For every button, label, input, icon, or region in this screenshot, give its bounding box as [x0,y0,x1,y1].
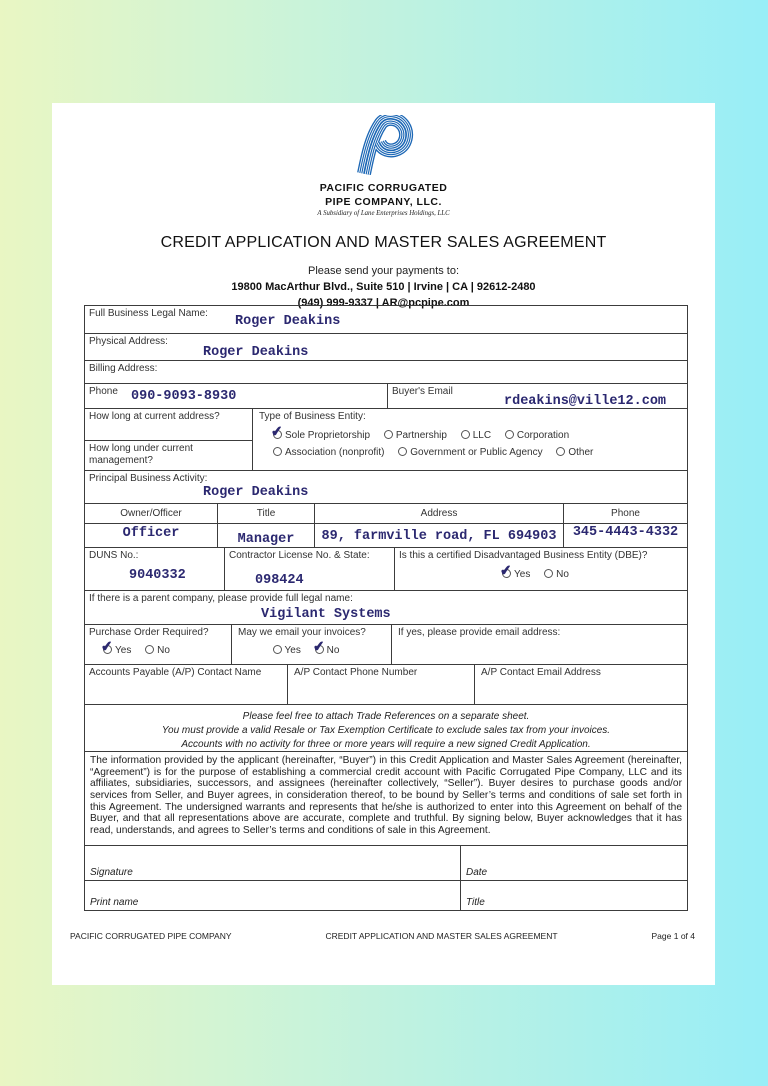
document-header [52,103,715,309]
invoice-email-label: If yes, please provide email address: [398,627,561,638]
po-required-cell [85,625,231,664]
radio-icon [544,569,553,578]
entity-option-label: Association (nonprofit) [285,447,385,458]
checkmark-icon: ✔ [270,422,284,440]
dbe-label: Is this a certified Disadvantaged Business Entity (DBE)? [399,550,648,561]
no-label: No [556,569,569,580]
owner-name-cell [85,524,217,547]
brand-name-line2: PIPE COMPANY, LLC. [325,195,442,208]
full-business-legal-name-cell [85,306,687,333]
radio-icon [556,447,565,456]
invoice-email-cell [391,625,687,664]
billing-address-cell [85,361,687,383]
brand-name-line1: PACIFIC CORRUGATED [319,182,448,194]
brand-name [52,182,715,209]
howlong-column [85,409,252,470]
parent-company-field[interactable]: Vigilant Systems [261,607,391,622]
radio-icon [145,645,154,654]
physical-address-field[interactable]: Roger Deakins [203,345,309,360]
entity-options-row2 [273,447,604,458]
row-owner-header [85,503,687,523]
principal-activity-label: Principal Business Activity: [89,473,208,484]
no-label: No [326,645,340,656]
radio-icon [384,430,393,439]
checkmark-icon: ✔ [499,561,513,579]
contractor-license-label: Contractor License No. & State: [229,550,370,561]
title-field-cell[interactable] [460,881,687,910]
entity-option-corporation[interactable] [505,430,569,441]
phone-cell [85,384,387,408]
date-cell[interactable] [460,846,687,880]
po-required-options [100,637,181,656]
entity-option-sole-proprietorship[interactable] [270,422,371,441]
note-trade-references: Please feel free to attach Trade References on a separate sheet. [242,711,530,722]
payments-contact: (949) 999-9337 | AR@pcpipe.com [297,297,470,310]
owner-title-field[interactable]: Manager [237,532,295,547]
phone-label: Phone [89,386,118,397]
owner-address-cell [314,524,563,547]
parent-company-label: If there is a parent company, please provide full legal name: [89,593,353,604]
row-principal-activity [85,470,687,503]
row-po-invoices [85,624,687,664]
print-name-label: Print name [90,897,139,908]
duns-field[interactable]: 9040332 [129,568,186,583]
title-field-label: Title [466,897,485,908]
owner-header-owner: Owner/Officer [120,508,182,519]
principal-activity-cell [85,471,687,503]
entity-option-label: Other [568,447,594,458]
dbe-options [395,561,687,580]
radio-icon [273,645,282,654]
entity-option-label: Government or Public Agency [410,447,543,458]
duns-cell [85,548,224,590]
full-business-legal-name-field[interactable]: Roger Deakins [235,314,341,329]
row-printname-title [85,880,687,910]
email-invoices-no-option[interactable] [311,637,340,656]
dbe-yes-option[interactable] [499,561,531,580]
row-notes [85,704,687,751]
document-page [52,103,715,985]
principal-activity-field[interactable]: Roger Deakins [203,485,309,500]
entity-option-government[interactable] [398,447,542,458]
buyers-email-field[interactable]: rdeakins@ville12.com [504,394,667,409]
owner-phone-field[interactable]: 345-4443-4332 [572,525,679,540]
dbe-cell [394,548,687,590]
ap-name-cell [85,665,287,704]
radio-icon [273,447,282,456]
entity-option-llc[interactable] [461,430,491,441]
entity-option-association[interactable] [273,447,385,458]
radio-icon [505,430,514,439]
physical-address-cell [85,334,687,360]
row-billing-address [85,360,687,383]
row-howlong-entity [85,408,687,470]
agreement-text: The information provided by the applicant (hereinafter, “Buyer”) in this Credit Application and Master Sales Agreement (hereinafter, “Agreement”) is for the purpose of establishing a commercial credit account with Pacific Corrugated Pipe Company, LLC and its affiliates, subsidiaries, successors, and assignees (hereinafter collectively, “Seller”). Buyer desires to purchase goods and/or services from Seller, and Buyer agrees, in consideration thereof, to be bound by Seller’s terms and conditions of sale set forth in this Agreement. The undersigned warrants and represents that he/she is authorized to enter into this Agreement on behalf of the Buyer, and that all representations above are accurate, complete and truthful. By signing below, Buyer acknowledges that it has read, understands, and agrees to Seller’s terms and conditions of sale in this Agreement. [90,755,682,837]
ap-phone-cell [287,665,474,704]
email-invoices-cell [231,625,391,664]
ap-phone-label: A/P Contact Phone Number [294,667,418,678]
business-entity-cell [252,409,687,470]
agreement-cell [85,752,687,845]
footer-doc-title: CREDIT APPLICATION AND MASTER SALES AGREEMENT [325,931,558,941]
row-parent-company [85,590,687,624]
entity-option-other[interactable] [556,447,593,458]
entity-option-label: Partnership [395,430,447,441]
dbe-no-option[interactable] [544,569,569,580]
brand-subsidiary: A Subsidiary of Lane Enterprises Holdings, LLC [317,210,450,218]
contractor-license-field[interactable]: 098424 [255,573,304,588]
po-required-label: Purchase Order Required? [89,627,209,638]
row-phone-email [85,383,687,408]
phone-field[interactable]: 090-9093-8930 [131,389,237,404]
contractor-license-cell [224,548,394,590]
checkmark-icon: ✔ [311,637,326,655]
print-name-cell[interactable] [85,881,460,910]
po-no-option[interactable] [145,645,170,656]
ap-email-cell [474,665,687,704]
row-agreement [85,751,687,845]
row-ap-contact [85,664,687,704]
footer-company: PACIFIC CORRUGATED PIPE COMPANY [70,931,232,941]
entity-options-row1 [270,422,580,441]
howlong-address-label: How long at current address? [89,411,220,422]
entity-option-label: Corporation [516,430,570,441]
duns-label: DUNS No.: [89,550,139,561]
yes-label: Yes [115,645,132,656]
full-business-legal-name-label: Full Business Legal Name: [89,308,208,319]
notes-cell [85,705,687,751]
payments-intro: Please send your payments to: [307,265,460,278]
owner-header-phone: Phone [563,504,687,523]
checkmark-icon: ✔ [100,637,114,655]
howlong-address-cell [85,409,252,440]
page-footer [70,931,695,941]
billing-address-label: Billing Address: [89,363,158,374]
note-resale-certificate: You must provide a valid Resale or Tax Exemption Certificate to exclude sales tax from your invoices. [161,725,611,737]
buyers-email-cell [387,384,687,408]
credit-application-form [84,305,688,911]
note-inactive-accounts: Accounts with no activity for three or more years will require a new signed Credit Application. [181,739,591,751]
no-label: No [157,645,170,656]
row-owner-data [85,523,687,547]
pipe-p-logo-icon [348,115,420,175]
business-entity-label: Type of Business Entity: [259,411,366,422]
entity-option-partnership[interactable] [384,430,447,441]
payments-address: 19800 MacArthur Blvd., Suite 510 | Irvine | CA | 92612-2480 [231,281,536,294]
owner-header-address: Address [314,504,563,523]
physical-address-label: Physical Address: [89,336,168,347]
buyers-email-label: Buyer's Email [392,386,453,397]
parent-company-cell [85,591,687,624]
email-invoices-yes-option[interactable] [273,645,301,656]
footer-page-number: Page 1 of 4 [651,931,695,941]
entity-option-label: Sole Proprietorship [285,430,371,441]
signature-label: Signature [90,867,133,878]
owner-phone-cell [563,524,687,547]
owner-title-cell [217,524,314,547]
email-invoices-label: May we email your invoices? [238,627,366,638]
ap-email-label: A/P Contact Email Address [481,667,601,678]
row-full-business-legal-name [85,306,687,333]
date-label: Date [466,867,488,878]
yes-label: Yes [284,645,301,656]
howlong-management-label: How long under current management? [89,443,193,466]
radio-icon [461,430,470,439]
row-duns-license-dbe [85,547,687,590]
yes-label: Yes [514,569,531,580]
howlong-management-cell [85,440,252,471]
owner-name-field[interactable]: Officer [122,526,180,541]
owner-address-field[interactable]: 89, farmville road, FL 694903 [321,529,557,544]
po-yes-option[interactable] [100,637,132,656]
page-title: CREDIT APPLICATION AND MASTER SALES AGREEMENT [160,234,607,252]
email-invoices-options [232,637,391,656]
ap-name-label: Accounts Payable (A/P) Contact Name [89,667,262,678]
row-signature-date [85,845,687,880]
signature-cell[interactable] [85,846,460,880]
radio-icon [398,447,407,456]
entity-option-label: LLC [472,430,492,441]
owner-header-title: Title [217,504,314,523]
row-physical-address [85,333,687,360]
